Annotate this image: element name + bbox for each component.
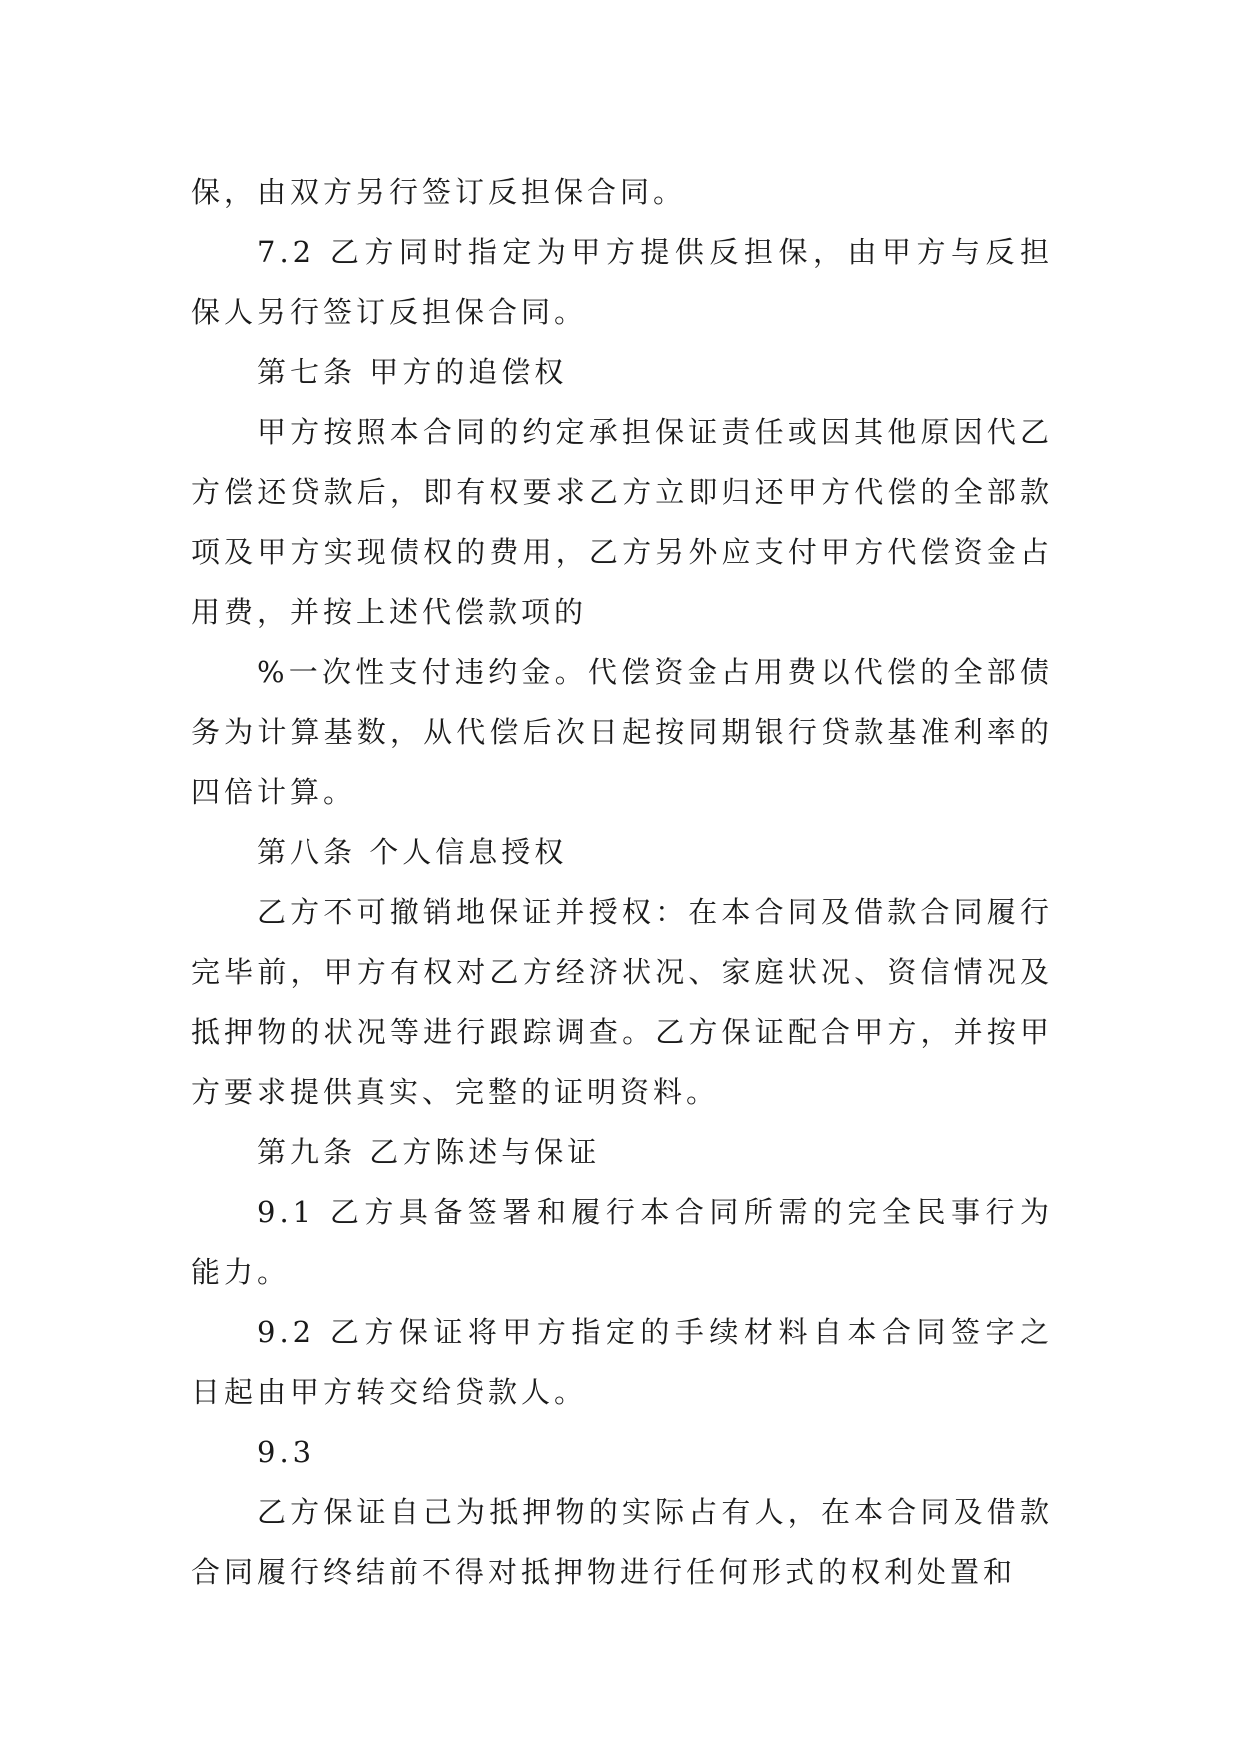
paragraph-article-8-body: 乙方不可撤销地保证并授权：在本合同及借款合同履行完毕前，甲方有权对乙方经济状况、家庭状况、资信情况及抵押物的状况等进行跟踪调查。乙方保证配合甲方，并按甲方要求提供真实、完整的证明资料。 <box>191 895 1053 1109</box>
paragraph-article-7-body: 甲方按照本合同的约定承担保证责任或因其他原因代乙方偿还贷款后，即有权要求乙方立即归还甲方代偿的全部款项及甲方实现债权的费用，乙方另外应支付甲方代偿资金占用费，并按上述代偿款项的 <box>191 415 1053 629</box>
paragraph-article-7-penalty: %一次性支付违约金。代偿资金占用费以代偿的全部债务为计算基数，从代偿后次日起按同期银行贷款基准利率的四倍计算。 <box>191 655 1053 809</box>
paragraph-clause-9-3-number: 9.3 <box>257 1435 316 1469</box>
document-body <box>191 162 1053 1602</box>
heading-article-9: 第九条 乙方陈述与保证 <box>257 1135 601 1169</box>
paragraph-continuation: 保，由双方另行签订反担保合同。 <box>191 175 687 209</box>
paragraph-clause-9-1: 9.1 乙方具备签署和履行本合同所需的完全民事行为能力。 <box>191 1195 1053 1289</box>
paragraph-clause-9-3-body: 乙方保证自己为抵押物的实际占有人，在本合同及借款合同履行终结前不得对抵押物进行任何形式的权利处置和 <box>191 1495 1053 1589</box>
heading-article-7: 第七条 甲方的追偿权 <box>257 355 568 389</box>
heading-article-8: 第八条 个人信息授权 <box>257 835 568 869</box>
paragraph-clause-9-2: 9.2 乙方保证将甲方指定的手续材料自本合同签字之日起由甲方转交给贷款人。 <box>191 1315 1053 1409</box>
paragraph-clause-7-2: 7.2 乙方同时指定为甲方提供反担保，由甲方与反担保人另行签订反担保合同。 <box>191 235 1053 329</box>
